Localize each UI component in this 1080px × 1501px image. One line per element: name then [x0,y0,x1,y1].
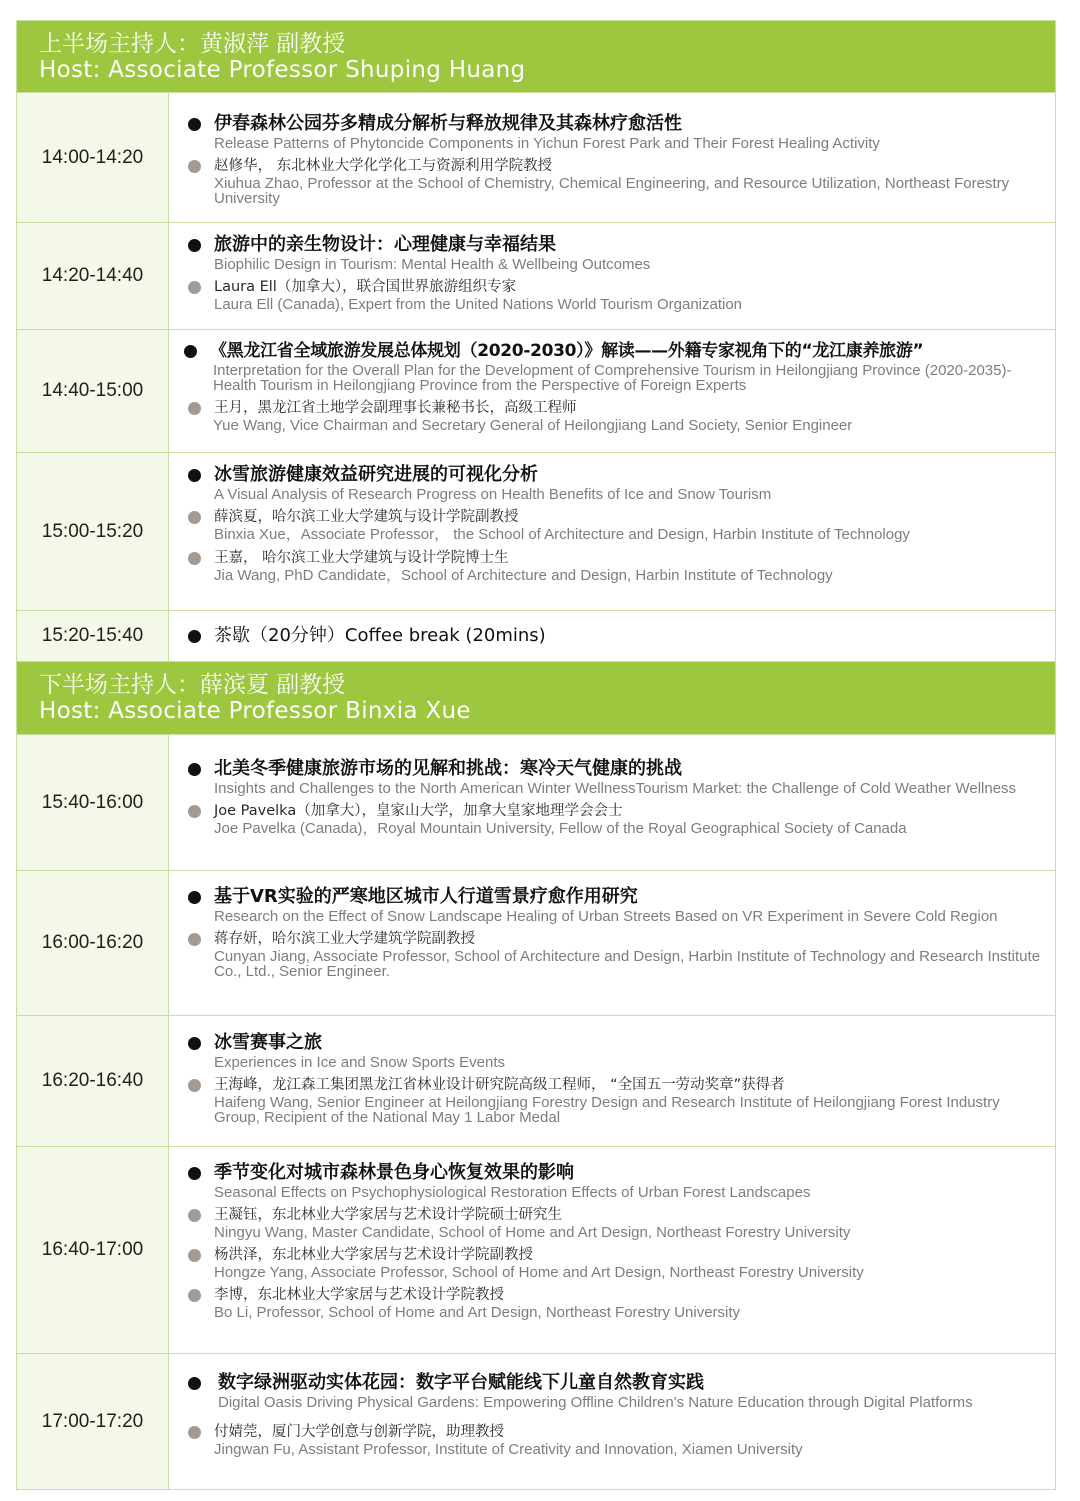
speaker-bullet-icon [188,1289,201,1302]
time-slot: 16:00-16:20 [17,871,169,1015]
break-content [169,611,1055,661]
talk-title-zh: 北美冬季健康旅游市场的见解和挑战：寒冷天气健康的挑战 [214,758,682,779]
speaker [188,1422,1049,1457]
speaker-zh: 杨洪泽，东北林业大学家居与艺术设计学院副教授 [214,1247,533,1263]
break-row [16,611,1056,662]
bullet-icon [188,630,201,643]
speaker-zh: 蒋存妍，哈尔滨工业大学建筑学院副教授 [214,931,475,947]
schedule-row [16,330,1056,453]
talk-content [169,223,1055,329]
bullet-icon [188,1037,201,1050]
time-slot: 16:40-17:00 [17,1147,169,1353]
session1-host-en: Host: Associate Professor Shuping Huang [39,57,526,83]
speaker-zh: 王月，黑龙江省土地学会副理事长兼秘书长，高级工程师 [214,400,577,416]
speaker [188,801,1049,836]
speaker-zh: Laura Ell（加拿大），联合国世界旅游组织专家 [214,279,517,295]
speaker-bullet-icon [188,933,201,946]
session1-host-zh: 上半场主持人：黄淑萍 副教授 [39,31,346,57]
time-slot: 14:40-15:00 [17,330,169,452]
speaker-bullet-icon [188,1079,201,1092]
session2-host-banner [16,662,1056,735]
speaker [188,929,1049,979]
time-slot: 14:20-14:40 [17,223,169,329]
time-slot: 15:00-15:20 [17,453,169,610]
speaker-en: Hongze Yang, Associate Professor, School of Home and Art Design, Northeast Forestry University [214,1264,864,1281]
talk-title-zh: 基于VR实验的严寒地区城市人行道雪景疗愈作用研究 [214,886,638,907]
talk-content [169,93,1055,222]
time-slot: 16:20-16:40 [17,1016,169,1146]
talk-title-en: Research on the Effect of Snow Landscape Healing of Urban Streets Based on VR Experiment in Severe Cold Region [214,908,998,925]
speaker-zh: 王凝钰，东北林业大学家居与艺术设计学院硕士研究生 [214,1207,562,1223]
speaker-bullet-icon [188,1426,201,1439]
speaker-en: Yue Wang, Vice Chairman and Secretary General of Heilongjiang Land Society, Senior Engineer [213,417,853,434]
speaker-en: Bo Li, Professor, School of Home and Art Design, Northeast Forestry University [214,1304,741,1321]
session2-host-en: Host: Associate Professor Binxia Xue [39,698,471,724]
speaker-zh: 赵修华， 东北林业大学化学化工与资源利用学院教授 [214,158,553,174]
bullet-icon [184,345,197,358]
speaker-bullet-icon [188,402,201,415]
time-slot: 15:40-16:00 [17,735,169,870]
speaker-bullet-icon [188,281,201,294]
speaker-en: Jingwan Fu, Assistant Professor, Institute of Creativity and Innovation, Xiamen University [214,1441,803,1458]
speaker-bullet-icon [188,160,201,173]
talk-content [169,453,1055,610]
bullet-icon [188,891,201,904]
schedule-row [16,93,1056,223]
talk-title-zh: 《黑龙江省全域旅游发展总体规划（2020-2030）》解读——外籍专家视角下的“龙江康养旅游” [210,341,924,361]
speaker [188,1245,1049,1280]
talk-content [169,871,1055,1015]
speaker [188,156,1049,206]
speaker [188,1205,1049,1240]
talk-title-en: Experiences in Ice and Snow Sports Events [214,1054,505,1071]
bullet-icon [188,239,201,252]
speaker-bullet-icon [188,1249,201,1262]
session1-host-banner [16,20,1056,93]
speaker-bullet-icon [188,552,201,565]
schedule-row [16,223,1056,330]
speaker [188,277,1049,312]
speaker-zh: Joe Pavelka（加拿大），皇家山大学，加拿大皇家地理学会会士 [214,803,623,819]
talk-title-zh: 冰雪赛事之旅 [214,1032,322,1053]
schedule-row [16,871,1056,1016]
speaker [184,398,1049,433]
bullet-icon [188,1167,201,1180]
speaker [188,507,1049,542]
time-slot: 14:00-14:20 [17,93,169,222]
talk-title-zh: 数字绿洲驱动实体花园：数字平台赋能线下儿童自然教育实践 [218,1372,704,1393]
speaker-bullet-icon [188,1209,201,1222]
schedule-row [16,735,1056,871]
speaker-en: Binxia Xue，Associate Professor， the School of Architecture and Design, Harbin Institute of Technology [214,526,910,543]
speaker [188,1285,1049,1320]
speaker [188,548,1049,583]
talk-content [169,330,1055,452]
talk-title-zh: 季节变化对城市森林景色身心恢复效果的影响 [214,1162,574,1183]
talk-title-en: Release Patterns of Phytoncide Components in Yichun Forest Park and Their Forest Healing Activity [214,135,880,152]
speaker-en: Cunyan Jiang, Associate Professor, School of Architecture and Design, Harbin Institute of Technology and Research Institute Co., Ltd., Senior Engineer. [214,948,1041,980]
talk-title-en: Interpretation for the Overall Plan for the Development of Comprehensive Tourism in Heilongjiang Province (2020-2035)-Health Tourism in Heilongjiang Province from the Perspective of Foreign Experts [213,362,1012,394]
speaker [188,1075,1049,1125]
schedule-row [16,453,1056,611]
talk-title-en: Seasonal Effects on Psychophysiological Restoration Effects of Urban Forest Landscapes [214,1184,811,1201]
speaker-zh: 王海峰，龙江森工集团黑龙江省林业设计研究院高级工程师， “全国五一劳动奖章”获得者 [214,1077,785,1093]
schedule-row [16,1016,1056,1147]
speaker-en: Xiuhua Zhao, Professor at the School of Chemistry, Chemical Engineering, and Resource Utilization, Northeast Forestry University [214,175,1010,207]
schedule-sheet [16,20,1056,1490]
speaker-zh: 薛滨夏，哈尔滨工业大学建筑与设计学院副教授 [214,509,519,525]
speaker-zh: 王嘉， 哈尔滨工业大学建筑与设计学院博士生 [214,550,509,566]
time-slot: 17:00-17:20 [17,1354,169,1489]
bullet-icon [188,469,201,482]
break-label: 茶歇（20分钟）Coffee break (20mins) [214,625,546,646]
talk-content [169,735,1055,870]
time-slot: 15:20-15:40 [17,611,169,661]
bullet-icon [188,1377,201,1390]
speaker-en: Laura Ell (Canada), Expert from the United Nations World Tourism Organization [214,296,743,313]
speaker-en: Joe Pavelka (Canada)，Royal Mountain University, Fellow of the Royal Geographical Society of Canada [214,820,907,837]
schedule-row [16,1354,1056,1490]
talk-content [169,1354,1055,1489]
talk-content [169,1147,1055,1353]
schedule-row [16,1147,1056,1354]
bullet-icon [188,763,201,776]
speaker-bullet-icon [188,511,201,524]
speaker-en: Haifeng Wang, Senior Engineer at Heilongjiang Forestry Design and Research Institute of Heilongjiang Forest Industry Group, Recipient of the National May 1 Labor Medal [214,1094,1000,1126]
talk-title-zh: 伊春森林公园芬多精成分解析与释放规律及其森林疗愈活性 [214,113,682,134]
speaker-en: Ningyu Wang, Master Candidate, School of Home and Art Design, Northeast Forestry University [214,1224,851,1241]
talk-title-zh: 旅游中的亲生物设计：心理健康与幸福结果 [214,234,556,255]
session2-host-zh: 下半场主持人：薛滨夏 副教授 [39,672,346,698]
talk-title-en: Insights and Challenges to the North American Winter WellnessTourism Market: the Challenge of Cold Weather Wellness [214,780,1017,797]
speaker-zh: 李博，东北林业大学家居与艺术设计学院教授 [214,1287,504,1303]
talk-title-en: Digital Oasis Driving Physical Gardens: Empowering Offline Children's Nature Education through Digital Platforms [218,1394,973,1411]
speaker-bullet-icon [188,805,201,818]
talk-content [169,1016,1055,1146]
talk-title-zh: 冰雪旅游健康效益研究进展的可视化分析 [214,464,538,485]
speaker-en: Jia Wang, PhD Candidate，School of Architecture and Design, Harbin Institute of Technology [214,567,833,584]
talk-title-en: Biophilic Design in Tourism: Mental Health & Wellbeing Outcomes [214,256,651,273]
talk-title-en: A Visual Analysis of Research Progress on Health Benefits of Ice and Snow Tourism [214,486,772,503]
bullet-icon [188,118,201,131]
speaker-zh: 付婧莞，厦门大学创意与创新学院，助理教授 [214,1424,504,1440]
